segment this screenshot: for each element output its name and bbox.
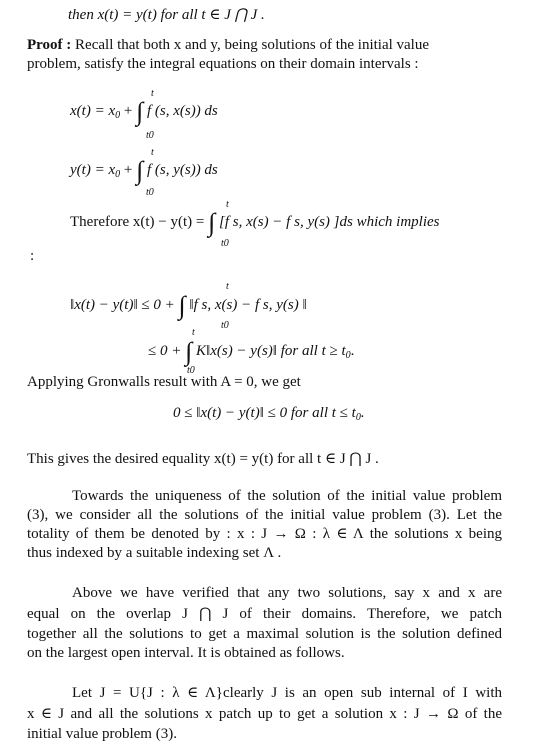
ineq1-lower-limit: t0 xyxy=(221,320,229,331)
text-line xyxy=(27,506,502,525)
equation-2: $y(t) = x_0$ + ∫ f (s, y(s)) ds xyxy=(70,156,218,185)
p2-line-3: totality of them be denoted by : x : J → Ω : λ ∈ Λ the solutions x being xyxy=(27,526,502,542)
eq1-rhs: f (s, x(s)) ds xyxy=(146,103,218,119)
inequality-2: ≤ 0 + ∫ K‖x(s) − y(s)‖ for all $t \ge t_0$. xyxy=(148,337,355,366)
ineq2-lower-limit: t0 xyxy=(187,365,195,376)
eq1-lhs: x(t) = x xyxy=(70,103,116,119)
proof-label: Proof : xyxy=(27,37,72,53)
integral-sign: ∫ xyxy=(178,291,186,320)
eq2-lower-limit: t0 xyxy=(146,187,154,198)
colon-mark: : xyxy=(30,248,35,264)
eq2-rhs: f (s, y(s)) ds xyxy=(146,162,218,178)
ineq1-rhs: ‖f s, x(s) − f s, y(s) ‖ xyxy=(189,297,307,313)
therefore-rhs: [f s, x(s) − f s, y(s) ]ds which implies xyxy=(218,214,440,230)
inequality-1 xyxy=(70,291,307,320)
therefore-line xyxy=(70,208,440,237)
ineq1-upper-limit: t xyxy=(226,281,229,292)
therefore-upper-limit: t xyxy=(226,199,229,210)
text-line xyxy=(27,644,345,663)
proof-text-2: problem, satisfy the integral equations on their domain intervals : xyxy=(27,56,419,72)
text-line xyxy=(72,487,502,506)
eq1-lower-limit: t0 xyxy=(146,130,154,141)
text-line xyxy=(27,705,502,724)
eq1-sub: 0 xyxy=(115,110,121,121)
p3-line-4: on the largest open interval. It is obtained as follows. xyxy=(27,645,345,661)
integral-sign: ∫ xyxy=(208,208,216,237)
integral-sign: ∫ xyxy=(185,337,193,366)
gronwall-ineq: 0 ≤ ‖x(t) − y(t)‖ ≤ 0 for all t ≤ t xyxy=(173,405,356,421)
therefore-lhs: Therefore x(t) − y(t) = xyxy=(70,214,205,230)
eq2-upper-limit: t xyxy=(151,147,154,158)
integral-sign: ∫ xyxy=(136,156,144,185)
p2-line-2: (3), we consider all the solutions of the initial value problem (3). Let the xyxy=(27,507,502,523)
text-line xyxy=(27,605,502,624)
p4-line-3: initial value problem (3). xyxy=(27,726,177,742)
p3-line-3: together all the solutions to get a maximal solution is the solution defined xyxy=(27,626,502,642)
gronwall-sub: 0 xyxy=(355,412,361,423)
text-line xyxy=(27,373,301,392)
text-line xyxy=(27,544,281,563)
text-line xyxy=(27,450,379,469)
gronwall-inequality: 0 ≤ ‖x(t) − y(t)‖ ≤ 0 for all $t \le t_0$. xyxy=(173,405,365,423)
p3-line-1: Above we have verified that any two solutions, say x and x are xyxy=(72,585,502,601)
eq1-upper-limit: t xyxy=(151,88,154,99)
p3-line-2: equal on the overlap J ⋂ J of their domains. Therefore, we patch xyxy=(27,606,502,622)
text-line xyxy=(27,36,429,55)
ineq2-upper-limit: t xyxy=(192,327,195,338)
ineq2-rhs: K‖x(s) − y(s)‖ for all t ≥ t xyxy=(195,343,346,359)
text-line xyxy=(68,6,265,25)
eq2-lhs: y(t) = x xyxy=(70,162,116,178)
text-line xyxy=(27,525,502,544)
desired-text: This gives the desired equality x(t) = y(t) for all t ∈ J ⋂ J . xyxy=(27,451,379,467)
p2-line-4: thus indexed by a suitable indexing set Λ . xyxy=(27,545,282,561)
p4-line-2: x ∈ J and all the solutions x patch up to get a solution x : J → Ω of the xyxy=(27,706,502,722)
text-line xyxy=(27,55,419,74)
text-line xyxy=(27,625,502,644)
gronwall-text: Applying Gronwalls result with A = 0, we get xyxy=(27,374,301,390)
ineq2-lhs: ≤ 0 + xyxy=(148,343,182,359)
p2-line-1: Towards the uniqueness of the solution of the initial value problem xyxy=(72,488,502,504)
text-line xyxy=(72,584,502,603)
p4-line-1: Let J = U{J : λ ∈ Λ}clearly J is an open sub internal of I with xyxy=(72,685,502,701)
therefore-lower-limit: t0 xyxy=(221,238,229,249)
equation-1: $x(t) = x_0$ + ∫ f (s, x(s)) ds xyxy=(70,97,218,126)
text-line xyxy=(27,725,177,744)
ineq1-lhs: ‖x(t) − y(t)‖ ≤ 0 + xyxy=(70,297,175,313)
ineq2-sub: 0 xyxy=(345,350,351,361)
text-line xyxy=(72,684,502,703)
proof-text: Recall that both x and y, being solutions of the initial value xyxy=(71,37,430,53)
line-1: then x(t) = y(t) for all t ∈ J ⋂ J . xyxy=(68,7,265,23)
eq2-sub: 0 xyxy=(115,169,121,180)
integral-sign: ∫ xyxy=(136,97,144,126)
